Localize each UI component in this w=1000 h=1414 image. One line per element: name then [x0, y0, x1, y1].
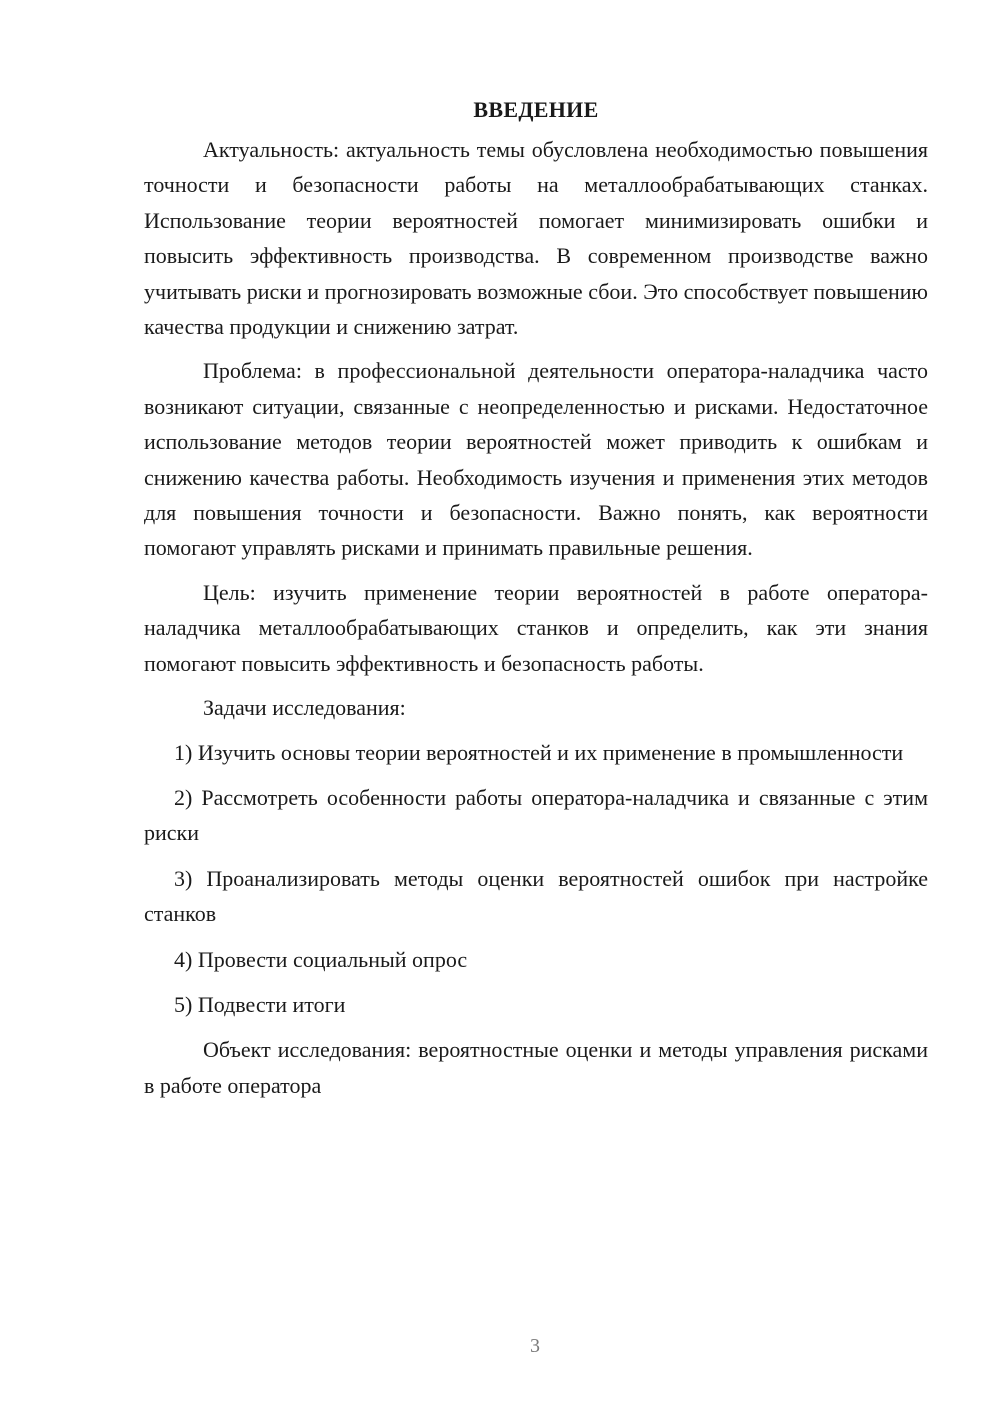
page-title: ВВЕДЕНИЕ: [473, 97, 599, 122]
paragraph-relevance: Актуальность: актуальность темы обусловлена необходимостью повышения точности и безопасности работы на металлообрабатывающих станках. Использование теории вероятностей помогает минимизировать ошибки и повысить эффективность производства. В современном производстве важно учитывать риски и прогнозировать возможные сбои. Это способствует повышению качества продукции и снижению затрат.: [144, 137, 928, 340]
page-number: 3: [530, 1335, 540, 1357]
paragraph-problem: Проблема: в профессиональной деятельности оператора-наладчика часто возникают ситуации, связанные с неопределенностью и рисками. Недостаточное использование методов теории вероятностей может приводить к ошибкам и снижению качества работы. Необходимость изучения и применения этих методов для повышения точности и безопасности. Важно понять, как вероятности помогают управлять рисками и принимать правильные решения.: [144, 358, 928, 561]
task-item-1: 1) Изучить основы теории вероятностей и их применение в промышленности: [174, 739, 904, 765]
task-item-2: 2) Рассмотреть особенности работы оператора-наладчика и связанные с этим риски: [144, 784, 928, 846]
paragraph-object: Объект исследования: вероятностные оценки и методы управления рисками в работе оператора: [144, 1037, 928, 1098]
paragraph-tasks-heading: Задачи исследования:: [203, 695, 406, 721]
task-item-3: 3) Проанализировать методы оценки вероятностей ошибок при настройке станков: [144, 865, 928, 927]
task-item-4: 4) Провести социальный опрос: [174, 946, 468, 972]
paragraph-goal: Цель: изучить применение теории вероятностей в работе оператора-наладчика металлообрабатывающих станков и определить, как эти знания помогают повысить эффективность и безопасность работы.: [144, 579, 928, 676]
task-item-5: 5) Подвести итоги: [174, 991, 346, 1017]
document-page: [144, 96, 928, 1112]
